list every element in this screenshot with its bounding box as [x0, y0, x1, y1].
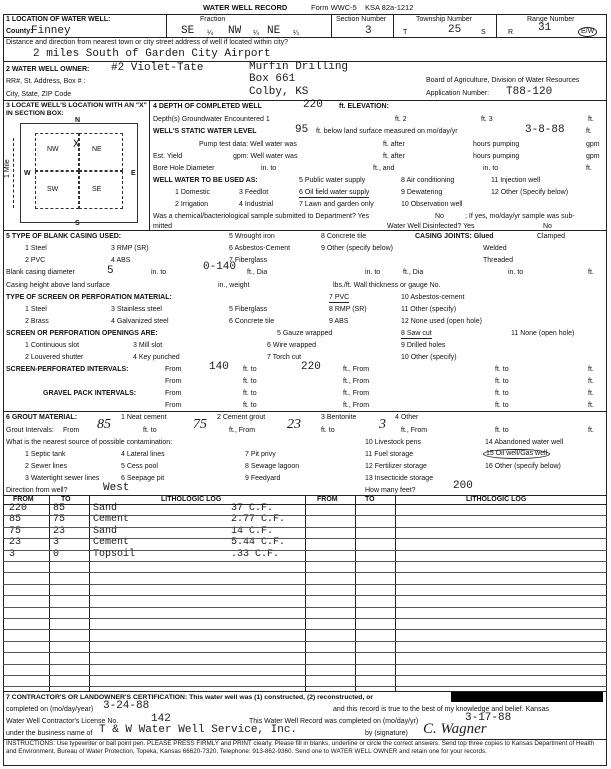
static-level-value: 95	[295, 124, 309, 136]
opening-saw-cut-selected: 8 Saw cut	[401, 330, 432, 339]
log-from: 85	[9, 514, 22, 526]
township-label: Township Number	[416, 16, 473, 23]
log-description: Topsoil	[93, 548, 136, 560]
city-label: City, State, ZIP Code	[6, 91, 72, 98]
section-number-label: Section Number	[336, 16, 387, 23]
groundwater-label: Depth(s) Groundwater Encountered 1	[153, 116, 270, 123]
use-oil-field-selected: 6 Oil field water supply	[299, 189, 369, 198]
county-label: County:	[6, 28, 33, 35]
grout-from-1: 85	[97, 417, 111, 432]
section-number-value: 3	[365, 25, 372, 37]
static-level-label: WELL'S STATIC WATER LEVEL	[153, 128, 257, 135]
section-4-label: 4 DEPTH OF COMPLETED WELL	[153, 103, 262, 110]
use-label: WELL WATER TO BE USED AS:	[153, 177, 258, 184]
section-2-label: 2 WATER WELL OWNER:	[6, 66, 90, 73]
county-value: Finney	[31, 25, 71, 37]
screen-material-label: TYPE OF SCREEN OR PERFORATION MATERIAL:	[6, 294, 172, 301]
section-7-label: 7 CONTRACTOR'S OR LANDOWNER'S CERTIFICATION: This water well was (1) constructed, (2) reconstructed, or	[6, 694, 374, 701]
log-volume: 14 C.F.	[231, 525, 274, 537]
section-1-label: 1 LOCATION OF WATER WELL:	[6, 16, 111, 23]
range-value: 31	[538, 22, 552, 34]
screen-pvc-selected: 7 PVC	[329, 294, 349, 303]
log-volume: 5.44 C.F.	[231, 537, 286, 549]
board-label: Board of Agriculture, Division of Water Resources	[426, 77, 580, 84]
log-to: 0	[53, 548, 60, 560]
redaction-bar	[451, 692, 603, 702]
perforated-to: 220	[301, 361, 321, 373]
water-well-record-form: WATER WELL RECORD Form WWC-5 KSA 82a-1212 1 LOCATION OF WATER WELL: County: Finney Fraction SE ¼ NW ¼ NE ¼ Section Number 3 Township Number T 25 S Range Number R 31 E/W Distance and direction from nearest town or city street address of well if located within city? 2 miles South of Garden City Airport 2 WATER WELL OWNER: #2 Violet-Tate Murfin Drilling RR#, St. Address, Box # : Box 661 Board of Agriculture, Division of Water Resources City, State, ZIP Code Colby, KS Application Number: T88-120 3 LOCATE WELL'S LOCATION WITH AN "X" IN SECTION BOX: N S W E NW NE SW SE X 1 Mile 4 DEPTH OF COMPLETED WELL 220 ft. ELEVATION: Depth(s) Groundwater Encountered 1 ft. 2 ft. 3 ft. WELL'S STATIC WATER LEVEL 95 ft. below land surface measured on mo/day/yr 3-8-88 ft. Pump test data: Well water was ft. after hours pumping gpm Est. Yield gpm: Well water was ft. after hours pumping gpm Bore Hole Diameter in. to ft., and in. to ft. WELL WATER TO BE USED AS: 5 Public water supply 8 Air conditioning 11 Injection well 1 Domestic 3 Feedlot 6 Oil field water supply 9 Dewatering 12 Other (Specify below) 2 Irrigation 4 Industrial 7 Lawn and garden only 10 Observation well Was a chemical/bacteriological sample submitted to Department? Yes No ; If yes, mo/day/yr sample was sub- mitted Water Well Disinfected? Yes No 5 TYPE OF BLANK CASING USED: 5 Wrought iron 8 Concrete tile CASING JOINTS: Glued Clamped 1 Steel 3 RMP (SR) 6 Asbestos-Cement 9 Other (specify below) Welded 2 PVC 4 ABS 7 Fiberglass Threaded Blank casing diameter 5 in. to 0-140 ft., Dia in. to ft., Dia in. to ft. Casing height above land surface in., weight lbs./ft. Wall thickness or gauge No. TYPE OF SCREEN OR PERFORATION MATERIAL: 7 PVC 10 Asbestos-cement 1 Steel 3 Stainless steel 5 Fiberglass 8 RMP (SR) 11 Other (specify) 2 Brass 4 Galvanized steel 6 Concrete tile 9 ABS 12 None used (open hole) SCREEN OR PERFORATION OPENINGS ARE: 5 Gauze wrapped 8 Saw cut 11 None (open hole) 1 Continuous slot 3 Mill slot 6 Wire wrapped 9 Drilled holes 2 Louvered shutter 4 Key punched 7 Torch cut 10 Other (specify) SCREEN-PERFORATED INTERVALS: From 140 ft. to 220 ft., From ft. to ft. From ft. to ft., From ft. to ft. GRAVEL PACK INTERVALS: From ft. to ft., From ft. to ft. From ft. to ft., From ft. to ft. 6 GROUT MATERIAL: 1 Neat cement 2 Cement grout 3 Bentonite 4 Other Grout Intervals: From 85 ft. to 75 ft., From 23 ft. to 3 ft., From ft. to ft. What is the nearest source of possible contamination: 10 Livestock pens 14 Abandoned water well 1 Septic tank 4 Lateral lines 7 Pit privy 11 Fuel storage 15 Oil well/Gas well 2 Sewer lines 5 Cess pool 8 Sewage lagoon 12 Fertilizer storage 16 Other (specify below) 3 Watertight sewer lines 6 Seepage pit 9 Feedyard 13 Insecticide storage Direction from well? West How many feet? 200 FROM TO LITHOLOGIC LOG FROM TO LITHOLOGIC LOG 220 85 Sand 37 C.F. 85 75 Cement 2.77 C.F. 75 23 Sand 14 C.F. 23 3 Cement 5.44 C.F. 3 0 Topsoil .33 C.F. 7 CONTRACTOR'S OR LANDOWNER'S CERTIFICATION: This water well was (1) constructed, (2) reconstructed, or completed on (mo/day/year) 3-24-88 and this record is true to the best of my knowledge and belief. Kansas Water Well Contractor's License No. 142 This Water Well Record was completed on (mo/day/yr) 3-17-88 under the business name of T & W Water Well Service, Inc. by (signature) C. Wagner INSTRUCTIONS: Use typewriter or ball point pen. PLEASE PRESS FIRMLY and PRINT clearly. Please fill in blanks, underline or circle the correct answers. Send top three copies to Kansas Department of Health and Environment, Bureau of Water Protection, Topeka, Kansas 66620-7320, Telephone: 913-862-9360. Send one to WATER WELL OWNER and retain one for your records.	[3, 3, 607, 766]
completed-date: 3-24-88	[103, 700, 150, 712]
log-to: 23	[53, 525, 66, 537]
log-volume: .33 C.F.	[231, 548, 280, 560]
signature: C. Wagner	[423, 721, 487, 737]
distance-value: 2 miles South of Garden City Airport	[33, 48, 271, 60]
section-3-label: 3 LOCATE WELL'S LOCATION WITH AN "X" IN SECTION BOX:	[6, 102, 147, 118]
city-value: Colby, KS	[249, 86, 309, 98]
log-to: 85	[53, 503, 66, 514]
contamination-oil-well-selected: 15 Oil well/Gas well	[483, 449, 550, 459]
blank-casing-depth: 0-140	[203, 261, 237, 273]
blank-casing-label: Blank casing diameter	[6, 269, 75, 276]
perforated-from: 140	[209, 361, 229, 373]
application-value: T88-120	[506, 86, 553, 98]
form-number: Form WWC-5	[311, 3, 357, 12]
owner-value: #2 Violet-Tate	[111, 62, 204, 74]
static-date: 3-8-88	[525, 124, 565, 136]
fraction-q2: NW	[228, 25, 242, 37]
license-number: 142	[151, 713, 171, 725]
howmany-value: 200	[453, 480, 473, 492]
log-to: 75	[53, 514, 66, 526]
grout-from-2: 23	[287, 417, 301, 432]
log-volume: 37 C.F.	[231, 503, 274, 514]
log-to: 3	[53, 537, 60, 549]
address-label: RR#, St. Address, Box # :	[6, 78, 86, 85]
fraction-label: Fraction	[200, 16, 226, 23]
log-from: 75	[9, 525, 22, 537]
range-ew: E/W	[578, 27, 597, 37]
perforated-intervals-label: SCREEN-PERFORATED INTERVALS:	[6, 366, 129, 373]
log-description: Cement	[93, 537, 130, 549]
owner-value-2: Murfin Drilling	[249, 61, 349, 73]
log-description: Cement	[93, 514, 130, 526]
well-location-mark: X	[73, 139, 80, 151]
range-label: Range Number	[527, 16, 575, 23]
blank-casing-diameter: 5	[107, 265, 114, 277]
gravel-pack-label: GRAVEL PACK INTERVALS:	[43, 390, 137, 397]
fraction-q3: NE	[267, 25, 281, 37]
section-6-label: 6 GROUT MATERIAL:	[6, 414, 78, 421]
grout-to-1: 75	[193, 417, 207, 432]
record-date: 3-17-88	[465, 712, 512, 724]
openings-label: SCREEN OR PERFORATION OPENINGS ARE:	[6, 330, 158, 337]
section-5-label: 5 TYPE OF BLANK CASING USED:	[6, 233, 122, 240]
log-from: 220	[9, 503, 28, 514]
grout-to-2: 3	[379, 417, 386, 432]
log-description: Sand	[93, 503, 118, 514]
fraction-q1: SE	[181, 25, 195, 37]
log-from: 23	[9, 537, 22, 549]
depth-value: 220	[303, 99, 323, 111]
log-from: 3	[9, 548, 16, 560]
instructions: INSTRUCTIONS: Use typewriter or ball point pen. PLEASE PRESS FIRMLY and PRINT clearly. Please fill in blanks, underline or circle the correct answers. Send top three copies to Kansas Department of Health and Environment, Bureau of Water Protection, Topeka, Kansas 66620-7320, Telephone: 913-862-9360. Send one to WATER WELL OWNER and retain one for your records.	[6, 740, 595, 755]
distance-label: Distance and direction from nearest town or city street address of well if located within city?	[6, 39, 289, 46]
township-value: 25	[448, 24, 462, 36]
log-volume: 2.77 C.F.	[231, 514, 286, 526]
business-name: T & W Water Well Service, Inc.	[99, 724, 298, 736]
log-description: Sand	[93, 525, 118, 537]
form-title: WATER WELL RECORD	[203, 3, 288, 12]
application-label: Application Number:	[426, 90, 490, 97]
address-value: Box 661	[249, 73, 296, 85]
ksa-number: KSA 82a-1212	[365, 3, 414, 12]
direction-value: West	[103, 482, 130, 494]
